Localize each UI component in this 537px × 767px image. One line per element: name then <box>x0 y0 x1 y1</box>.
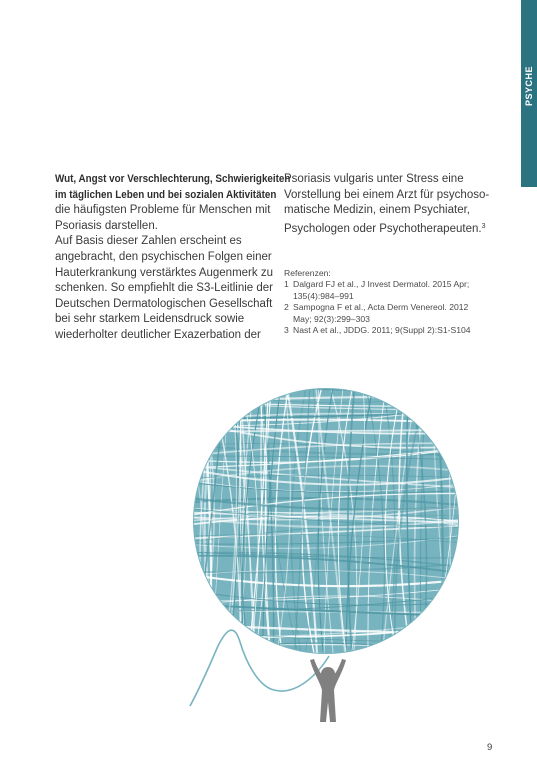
text-line: Psoriasis vulgaris unter Stress eine <box>284 173 464 185</box>
reference-item <box>284 325 504 336</box>
section-side-tab-label <box>521 56 537 116</box>
reference-line: Dalgard FJ et al., J Invest Dermatol. 2015 Apr; <box>293 279 470 290</box>
lead-line: im täglichen Leben und bei sozialen Aktivitäten <box>55 188 277 201</box>
text-line: Psoriasis darstellen. <box>55 219 158 232</box>
text-line: matische Medizin, einem Psychiater, <box>284 204 470 217</box>
reference-number: 2 <box>284 302 289 313</box>
section-label: PSYCHE <box>524 65 534 107</box>
text-line: schenken. So empfiehlt die S3-Leitlinie der <box>55 282 273 295</box>
reference-number: 1 <box>284 279 289 290</box>
reference-line: 135(4):984–991 <box>293 290 354 301</box>
lead-line: Wut, Angst vor Verschlechterung, Schwierigkeiten <box>55 173 291 185</box>
footnote-mark: 3 <box>481 222 486 230</box>
text-line: Auf Basis dieser Zahlen erscheint es <box>55 235 242 248</box>
reference-item <box>284 302 504 325</box>
reference-text <box>293 302 468 325</box>
person-figure-icon <box>310 659 346 722</box>
reference-line: Nast A et al., JDDG. 2011; 9(Suppl 2):S1-S104 <box>293 325 471 336</box>
text-line: bei sehr starkem Leidensdruck sowie <box>55 313 245 326</box>
reference-number: 3 <box>284 325 289 336</box>
text-line <box>284 219 504 238</box>
body-text-right-column <box>284 172 504 237</box>
text-line: die häufigsten Probleme für Menschen mit <box>55 204 271 217</box>
reference-line: May; 92(3):299–303 <box>293 313 370 324</box>
reference-item <box>284 279 504 302</box>
text-line: wiederholter deutlicher Exazerbation der <box>55 328 261 341</box>
text-line-content: Psychologen oder Psychotherapeuten. <box>284 222 482 235</box>
reference-text <box>293 279 469 302</box>
text-line: Deutschen Dermatologischen Gesellschaft <box>55 297 273 310</box>
text-line: angebracht, den psychischen Folgen einer <box>55 250 272 263</box>
section-side-tab <box>521 0 537 187</box>
reference-text <box>293 325 471 336</box>
references <box>284 268 504 336</box>
references-heading: Referenzen: <box>284 268 331 278</box>
text-line: Hauterkrankung verstärktes Augenmerk zu <box>55 266 273 279</box>
body-text-left-column <box>55 172 291 344</box>
text-line: Vorstellung bei einem Arzt für psychoso- <box>284 188 490 201</box>
page-number: 9 <box>487 742 493 753</box>
tree-balloon-figure-illustration <box>184 384 474 729</box>
reference-line: Sampogna F et al., Acta Derm Venereol. 2012 <box>293 302 469 313</box>
